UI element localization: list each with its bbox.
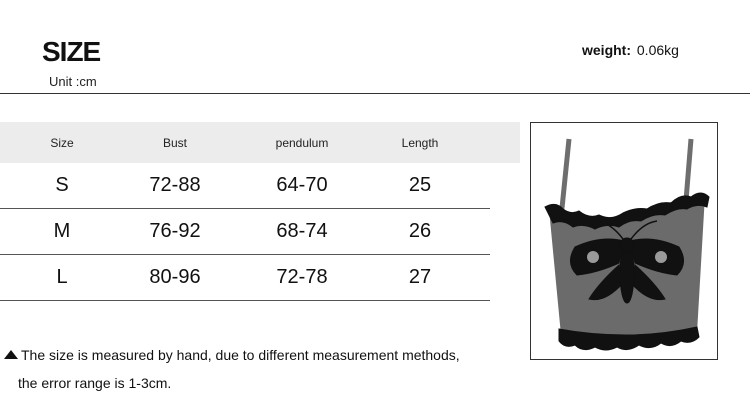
header-bust: Bust <box>162 135 187 150</box>
table-header-row <box>0 122 520 163</box>
weight-value: 0.06kg <box>636 42 679 58</box>
header-divider <box>0 93 750 94</box>
cell-length: 26 <box>408 220 432 242</box>
weight-label: weight: <box>582 42 631 58</box>
left-strap <box>561 139 569 218</box>
table-row <box>0 209 490 255</box>
note-line-1 <box>4 341 524 369</box>
cell-length: 27 <box>408 266 432 288</box>
cell-pendulum: 68-74 <box>276 220 328 242</box>
note-line-2 <box>4 369 524 397</box>
product-photo <box>530 122 718 360</box>
note-text-1: The size is measured by hand, due to different measurement methods, <box>21 347 460 363</box>
cell-pendulum: 72-78 <box>276 266 328 288</box>
header-length: Length <box>401 135 439 150</box>
skull-right-icon <box>655 251 667 263</box>
cell-size: L <box>56 266 68 288</box>
header-pendulum: pendulum <box>275 135 329 150</box>
table-row <box>0 163 490 209</box>
cell-bust: 72-88 <box>149 174 201 196</box>
cell-size: M <box>53 220 71 242</box>
cell-bust: 76-92 <box>149 220 201 242</box>
cell-size: S <box>55 174 69 196</box>
header-size: Size <box>50 135 74 150</box>
cell-length: 25 <box>408 174 432 196</box>
cell-pendulum: 64-70 <box>276 174 328 196</box>
table-row <box>0 255 490 301</box>
cell-bust: 80-96 <box>149 266 201 288</box>
measurement-note <box>4 341 524 397</box>
size-table <box>0 122 520 301</box>
weight-info <box>582 42 679 58</box>
triangle-up-icon <box>4 350 18 359</box>
unit-label: Unit :cm <box>49 74 97 89</box>
camisole-product-icon <box>531 123 717 359</box>
skull-left-icon <box>587 251 599 263</box>
note-text-2: the error range is 1-3cm. <box>18 375 172 391</box>
page-title: SIZE <box>42 36 101 67</box>
